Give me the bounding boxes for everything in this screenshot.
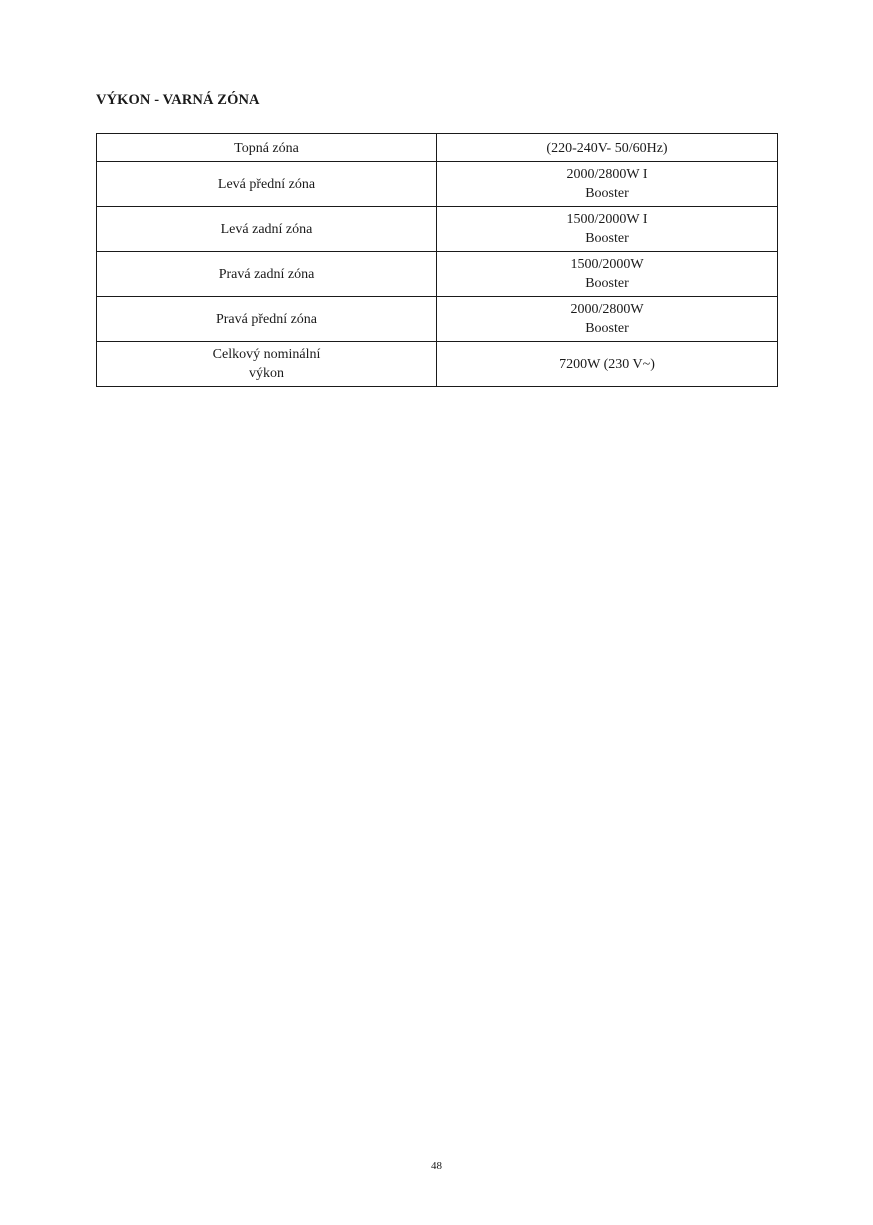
power-value: 2000/2800W I bbox=[566, 167, 648, 182]
power-cell bbox=[437, 207, 778, 252]
zone-label: Levá zadní zóna bbox=[220, 221, 313, 237]
power-mode: Booster bbox=[585, 276, 629, 291]
zone-label: Levá přední zóna bbox=[217, 176, 316, 192]
zone-cell bbox=[97, 297, 437, 342]
header-zone: Topná zóna bbox=[97, 134, 437, 162]
page-heading: VÝKON - VARNÁ ZÓNA bbox=[96, 92, 260, 108]
table-row bbox=[97, 162, 778, 207]
power-value: 2000/2800W bbox=[570, 302, 644, 317]
table-header-row bbox=[97, 134, 778, 162]
header-power: (220-240V- 50/60Hz) bbox=[437, 134, 778, 162]
zone-cell bbox=[97, 342, 437, 387]
power-cell bbox=[437, 162, 778, 207]
table-row-total bbox=[97, 342, 778, 387]
zone-label-continued: výkon bbox=[249, 366, 284, 381]
power-cell bbox=[437, 297, 778, 342]
power-mode: Booster bbox=[585, 321, 629, 336]
zone-label: Pravá přední zóna bbox=[215, 311, 318, 327]
power-cell bbox=[437, 252, 778, 297]
page-number: 48 bbox=[431, 1160, 442, 1172]
power-mode: Booster bbox=[585, 186, 629, 201]
table-row bbox=[97, 297, 778, 342]
zone-cell bbox=[97, 207, 437, 252]
power-table bbox=[96, 133, 778, 387]
power-value: 1500/2000W bbox=[570, 257, 644, 272]
table-row bbox=[97, 207, 778, 252]
power-mode: Booster bbox=[585, 231, 629, 246]
zone-cell bbox=[97, 162, 437, 207]
zone-cell bbox=[97, 252, 437, 297]
power-value: 7200W (230 V~) bbox=[559, 356, 655, 372]
zone-label: Celkový nominální bbox=[212, 347, 321, 362]
zone-label: Pravá zadní zóna bbox=[218, 266, 315, 282]
power-cell bbox=[437, 342, 778, 387]
table-row bbox=[97, 252, 778, 297]
power-value: 1500/2000W I bbox=[566, 212, 648, 227]
